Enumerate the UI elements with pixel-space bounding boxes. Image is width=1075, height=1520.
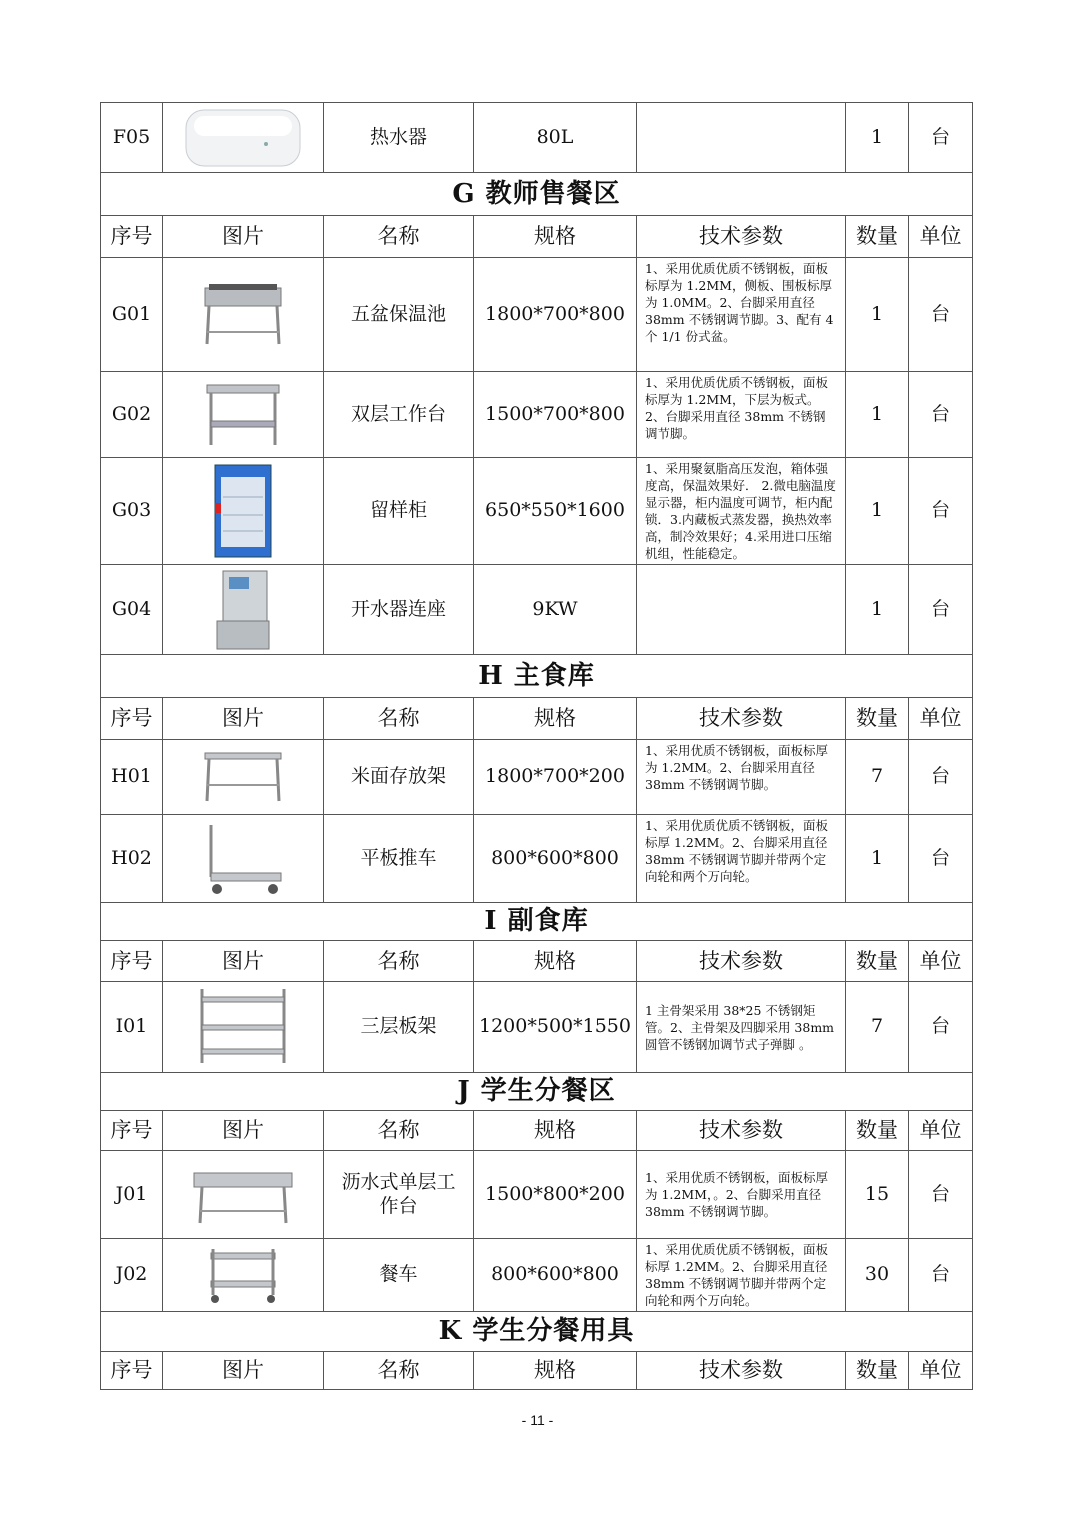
col-header-unit: 单位	[909, 1352, 973, 1390]
col-header-qty: 数量	[846, 216, 909, 258]
item-param: 1、采用优质优质不锈钢板，面板标厚 1.2MM。2、台脚采用直径 38mm 不锈钢调节脚并带两个定向轮和两个万向轮。	[637, 1239, 846, 1312]
table-row	[101, 740, 973, 815]
section-title: I 副食库	[101, 903, 973, 941]
item-qty: 1	[846, 815, 909, 903]
item-unit: 台	[909, 565, 973, 655]
item-name: 米面存放架	[324, 740, 474, 815]
col-header-param: 技术参数	[637, 941, 846, 982]
section-row	[101, 173, 973, 216]
item-name: 双层工作台	[324, 372, 474, 458]
item-qty: 7	[846, 982, 909, 1073]
item-spec: 9KW	[474, 565, 637, 655]
item-image	[163, 458, 324, 565]
item-param	[637, 565, 846, 655]
equipment-table	[100, 102, 973, 1390]
col-header-param: 技术参数	[637, 1111, 846, 1151]
table-row	[101, 372, 973, 458]
item-spec: 800*600*800	[474, 1239, 637, 1312]
item-param: 1 主骨架采用 38*25 不锈钢矩管。2、主骨架及四脚采用 38mm 圆管不锈钢加调节式子弹脚 。	[637, 982, 846, 1073]
item-name: 留样柜	[324, 458, 474, 565]
col-header-no: 序号	[101, 216, 163, 258]
col-header-spec: 规格	[474, 941, 637, 982]
col-header-spec: 规格	[474, 1111, 637, 1151]
item-no: J02	[101, 1239, 163, 1312]
col-header-no: 序号	[101, 1352, 163, 1390]
item-spec: 800*600*800	[474, 815, 637, 903]
section-row	[101, 1073, 973, 1111]
item-param: 1、采用优质不锈钢板，面板标厚为 1.2MM。2、台脚采用直径 38mm 不锈钢调节脚。	[637, 740, 846, 815]
item-unit: 台	[909, 458, 973, 565]
sample-cabinet-icon	[213, 463, 273, 559]
header-row	[101, 698, 973, 740]
col-header-param: 技术参数	[637, 1352, 846, 1390]
two-tier-table-icon	[205, 381, 281, 449]
item-no: H01	[101, 740, 163, 815]
table-row	[101, 103, 973, 173]
item-image	[163, 372, 324, 458]
item-no: I01	[101, 982, 163, 1073]
col-header-param: 技术参数	[637, 698, 846, 740]
col-header-image: 图片	[163, 216, 324, 258]
item-unit: 台	[909, 103, 973, 173]
item-param	[637, 103, 846, 173]
col-header-unit: 单位	[909, 941, 973, 982]
col-header-name: 名称	[324, 1352, 474, 1390]
item-spec: 1500*800*200	[474, 1151, 637, 1239]
section-title: K 学生分餐用具	[101, 1312, 973, 1352]
item-name: 五盆保温池	[324, 258, 474, 372]
header-row	[101, 216, 973, 258]
item-image	[163, 258, 324, 372]
item-param: 1、采用优质优质不锈钢板，面板标厚 1.2MM。2、台脚采用直径 38mm 不锈钢调节脚并带两个定向轮和两个万向轮。	[637, 815, 846, 903]
item-image	[163, 1151, 324, 1239]
item-name: 餐车	[324, 1239, 474, 1312]
item-name: 三层板架	[324, 982, 474, 1073]
item-spec: 1800*700*200	[474, 740, 637, 815]
table-row	[101, 1151, 973, 1239]
flat-trolley-icon	[201, 821, 285, 897]
item-qty: 30	[846, 1239, 909, 1312]
item-unit: 台	[909, 982, 973, 1073]
item-name: 热水器	[324, 103, 474, 173]
service-cart-icon	[203, 1245, 283, 1305]
table-row	[101, 458, 973, 565]
item-no: F05	[101, 103, 163, 173]
item-image	[163, 103, 324, 173]
item-spec: 1800*700*800	[474, 258, 637, 372]
col-header-image: 图片	[163, 1111, 324, 1151]
col-header-no: 序号	[101, 698, 163, 740]
water-boiler-icon	[215, 569, 271, 651]
item-no: G01	[101, 258, 163, 372]
item-no: H02	[101, 815, 163, 903]
item-qty: 1	[846, 372, 909, 458]
table-row	[101, 565, 973, 655]
item-qty: 1	[846, 565, 909, 655]
item-qty: 1	[846, 258, 909, 372]
col-header-no: 序号	[101, 941, 163, 982]
item-image	[163, 815, 324, 903]
item-unit: 台	[909, 1151, 973, 1239]
item-spec: 80L	[474, 103, 637, 173]
drain-table-icon	[190, 1163, 296, 1227]
shelf-rack-icon	[196, 987, 290, 1067]
bain-marie-icon	[201, 282, 285, 348]
col-header-qty: 数量	[846, 1352, 909, 1390]
item-param: 1、采用优质不锈钢板，面板标厚为 1.2MM，。2、台脚采用直径 38mm 不锈钢调节脚。	[637, 1151, 846, 1239]
col-header-image: 图片	[163, 1352, 324, 1390]
item-qty: 15	[846, 1151, 909, 1239]
header-row	[101, 1111, 973, 1151]
section-title: G 教师售餐区	[101, 173, 973, 216]
item-unit: 台	[909, 1239, 973, 1312]
item-image	[163, 982, 324, 1073]
col-header-no: 序号	[101, 1111, 163, 1151]
item-no: G03	[101, 458, 163, 565]
item-qty: 1	[846, 103, 909, 173]
item-unit: 台	[909, 258, 973, 372]
item-image	[163, 1239, 324, 1312]
item-name: 开水器连座	[324, 565, 474, 655]
item-spec: 650*550*1600	[474, 458, 637, 565]
section-title: J 学生分餐区	[101, 1073, 973, 1111]
item-qty: 1	[846, 458, 909, 565]
item-param: 1、采用聚氨脂高压发泡，箱体强度高，保温效果好． 2.微电脑温度显示器，柜内温度可调节，柜内配锁．3.内藏板式蒸发器，换热效率高，制冷效果好；4.采用进口压缩机组，性能稳定。	[637, 458, 846, 565]
section-row	[101, 655, 973, 698]
item-spec: 1200*500*1550	[474, 982, 637, 1073]
item-name: 沥水式单层工作台	[324, 1151, 474, 1239]
col-header-image: 图片	[163, 698, 324, 740]
item-image	[163, 565, 324, 655]
col-header-image: 图片	[163, 941, 324, 982]
col-header-qty: 数量	[846, 698, 909, 740]
col-header-qty: 数量	[846, 1111, 909, 1151]
table-row	[101, 258, 973, 372]
table-row	[101, 1239, 973, 1312]
col-header-qty: 数量	[846, 941, 909, 982]
item-unit: 台	[909, 372, 973, 458]
col-header-spec: 规格	[474, 698, 637, 740]
page-number: - 11 -	[521, 1412, 554, 1428]
header-row	[101, 941, 973, 982]
table-row	[101, 815, 973, 903]
item-no: J01	[101, 1151, 163, 1239]
col-header-unit: 单位	[909, 698, 973, 740]
col-header-unit: 单位	[909, 216, 973, 258]
item-image	[163, 740, 324, 815]
section-row	[101, 1312, 973, 1352]
table-row	[101, 982, 973, 1073]
col-header-name: 名称	[324, 216, 474, 258]
item-unit: 台	[909, 740, 973, 815]
header-row	[101, 1352, 973, 1390]
col-header-name: 名称	[324, 941, 474, 982]
item-no: G04	[101, 565, 163, 655]
col-header-param: 技术参数	[637, 216, 846, 258]
col-header-name: 名称	[324, 1111, 474, 1151]
storage-rack-icon	[201, 749, 285, 805]
item-no: G02	[101, 372, 163, 458]
col-header-unit: 单位	[909, 1111, 973, 1151]
section-title: H 主食库	[101, 655, 973, 698]
water-heater-icon	[184, 108, 302, 168]
item-unit: 台	[909, 815, 973, 903]
item-spec: 1500*700*800	[474, 372, 637, 458]
item-qty: 7	[846, 740, 909, 815]
item-param: 1、采用优质优质不锈钢板，面板标厚为 1.2MM，下层为板式。2、台脚采用直径 38mm 不锈钢调节脚。	[637, 372, 846, 458]
col-header-spec: 规格	[474, 1352, 637, 1390]
col-header-spec: 规格	[474, 216, 637, 258]
section-row	[101, 903, 973, 941]
item-name: 平板推车	[324, 815, 474, 903]
item-param: 1、采用优质优质不锈钢板，面板标厚为 1.2MM，侧板、围板标厚为 1.0MM。2、台脚采用直径 38mm 不锈钢调节脚。3、配有 4 个 1/1 份式盆。	[637, 258, 846, 372]
col-header-name: 名称	[324, 698, 474, 740]
